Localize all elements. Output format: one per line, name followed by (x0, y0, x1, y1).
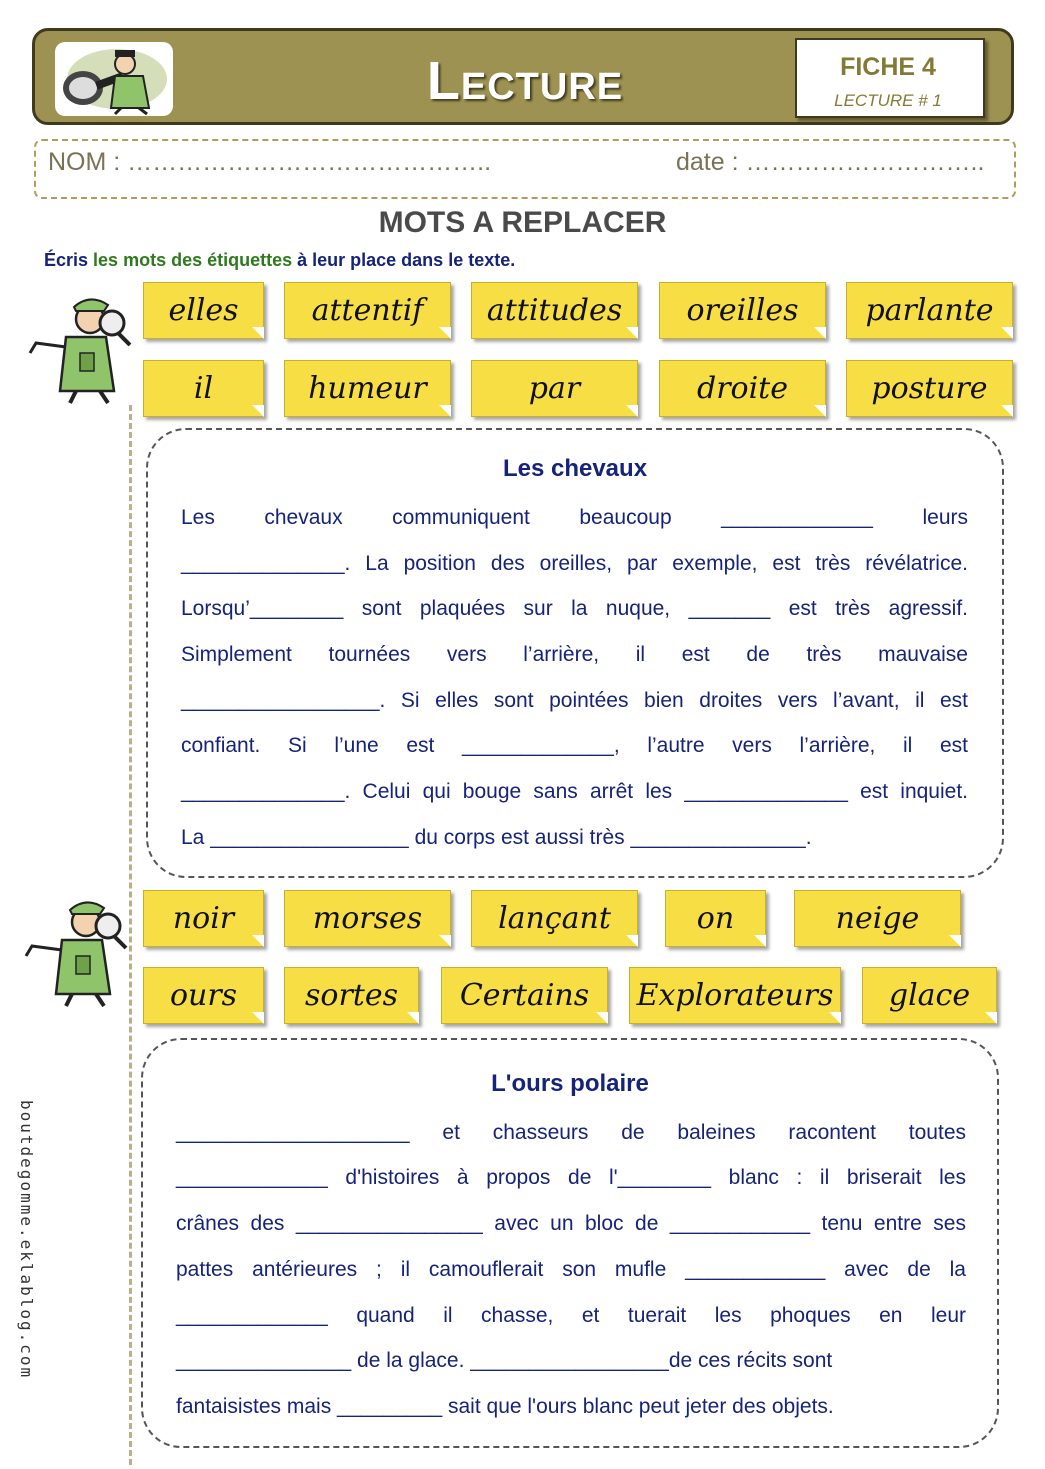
word-label[interactable]: noir (143, 890, 264, 947)
text-line: Lorsqu’________ sont plaquées sur la nuque, _______ est très agressif. (181, 597, 968, 620)
detective-icon (22, 896, 132, 1008)
word-label[interactable]: glace (862, 967, 997, 1024)
text-line: La _________________ du corps est aussi très _______________. (181, 826, 812, 849)
text-line: crânes des ________________ avec un bloc de ____________ tenu entre ses (176, 1212, 966, 1235)
section-title: MOTS A REPLACER (378, 206, 667, 239)
detective-icon (26, 293, 136, 405)
word-label[interactable]: attentif (284, 282, 451, 339)
text-line: ______________. La position des oreilles, par exemple, est très révélatrice. (181, 552, 968, 575)
text-line: ____________________ et chasseurs de baleines racontent toutes (176, 1121, 966, 1144)
word-label[interactable]: droite (659, 360, 826, 417)
page-title: Lecture (426, 51, 624, 111)
word-label[interactable]: sortes (284, 967, 419, 1024)
watermark: boutdegomme.eklablog.com (17, 1100, 36, 1380)
text-line: _____________ quand il chasse, et tuerait les phoques en leur (176, 1304, 966, 1327)
text-line: Simplement tournées vers l’arrière, il est de très mauvaise (181, 643, 968, 666)
word-label[interactable]: on (665, 890, 766, 947)
word-label[interactable]: Explorateurs (629, 967, 841, 1024)
text-line: fantaisistes mais _________ sait que l'ours blanc peut jeter des objets. (176, 1395, 834, 1418)
text-line: confiant. Si l’une est _____________, l’autre vers l’arrière, il est (181, 734, 968, 757)
name-field[interactable]: NOM : …………………………………….. (48, 148, 492, 176)
text-box-ours (141, 1038, 999, 1448)
fiche-subtitle: LECTURE # 1 (834, 91, 942, 110)
word-label[interactable]: posture (846, 360, 1013, 417)
fiche-title: FICHE 4 (840, 53, 936, 81)
word-label[interactable]: il (143, 360, 264, 417)
instruction-part3: à leur place dans le texte. (292, 250, 516, 270)
word-label[interactable]: attitudes (471, 282, 638, 339)
word-label[interactable]: oreilles (659, 282, 826, 339)
text-line: _________________. Si elles sont pointées bien droites vers l’avant, il est (181, 689, 968, 712)
date-field[interactable]: date : ……………………….. (676, 148, 985, 176)
text-title: Les chevaux (502, 455, 648, 482)
word-label[interactable]: parlante (846, 282, 1013, 339)
text-line: pattes antérieures ; il camouflerait son mufle ____________ avec de la (176, 1258, 966, 1281)
text-title: L'ours polaire (491, 1070, 649, 1097)
word-label[interactable]: neige (794, 890, 961, 947)
text-line: Les chevaux communiquent beaucoup _____________ leurs (181, 506, 968, 529)
logo (55, 42, 173, 116)
word-label[interactable]: par (471, 360, 638, 417)
word-label[interactable]: lançant (471, 890, 638, 947)
detective-logo-icon (55, 42, 173, 116)
word-label[interactable]: humeur (284, 360, 451, 417)
text-line: _____________ d'histoires à propos de l'________ blanc : il briserait les (176, 1166, 966, 1189)
instruction (44, 250, 515, 271)
instruction-part1: Écris (44, 250, 94, 270)
text-line: ______________. Celui qui bouge sans arrêt les ______________ est inquiet. (181, 780, 968, 803)
word-label[interactable]: Certains (441, 967, 608, 1024)
instruction-part2: les mots des étiquettes (93, 250, 293, 270)
word-label[interactable]: morses (284, 890, 451, 947)
text-line: _______________ de la glace. _________________de ces récits sont (176, 1349, 833, 1372)
word-label[interactable]: elles (143, 282, 264, 339)
word-label[interactable]: ours (143, 967, 264, 1024)
